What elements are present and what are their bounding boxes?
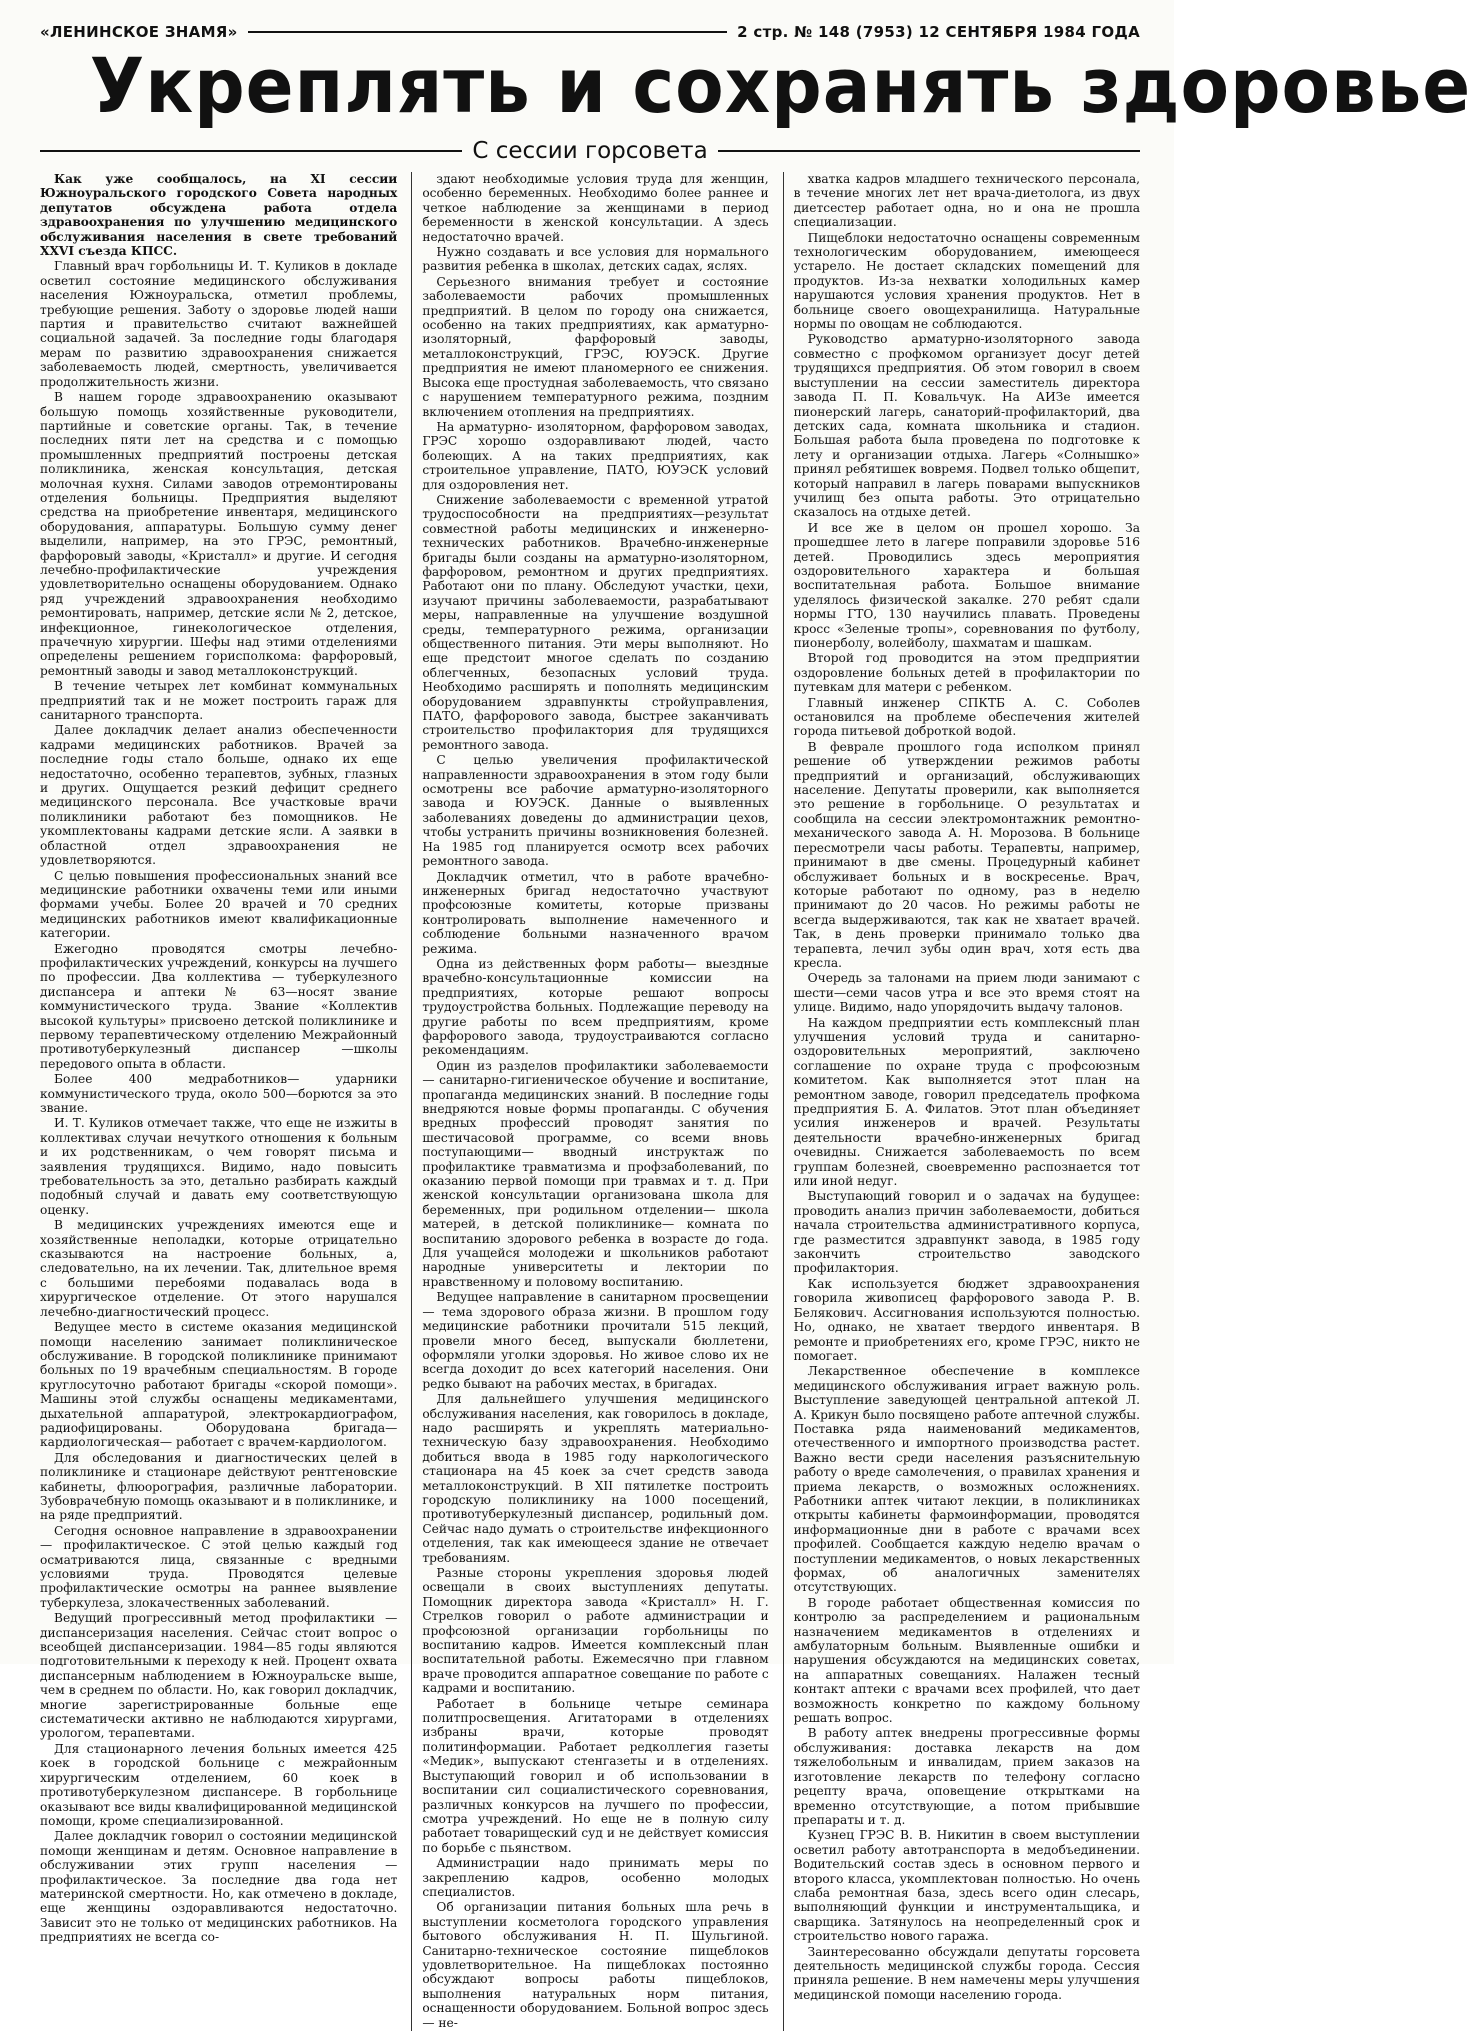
paragraph: В работу аптек внедрены прогрессивные формы обслуживания: доставка лекарств на дом тяжелобольным и инвалидам, прием заказов на изготовление лекарств по телефону согласно рецепту врача, оповещение открытками на временно отсутствующие, а потом прибывшие препараты и т. д. — [793, 1726, 1140, 1827]
paragraph: Докладчик отметил, что в работе врачебно-инженерных бригад недостаточно участвуют профсоюзные комитеты, которые призваны контролировать выполнение намеченного и соблюдение больными назначенного врачом режима. — [422, 869, 769, 956]
paragraph: Как используется бюджет здравоохранения говорила живописец фарфорового завода Р. В. Белякович. Ассигнования используются полностью. Но, однако, не хватает твердого инвентаря. В ремонте и приобретениях его, кроме ГРЭС, никто не помогает. — [793, 1276, 1140, 1363]
paragraph: Ежегодно проводятся смотры лечебно-профилактических учреждений, конкурсы на лучшего по профессии. Два коллектива — туберкулезного диспансера и аптеки № 63—носят звание коммунистического труда. Звание «Коллектив высокой культуры» присвоено детской поликлинике и первому терапевтическому отделению Межрайонный противотуберкулезный диспансер —школы передового опыта в области. — [40, 941, 398, 1071]
paragraph: На каждом предприятии есть комплексный план улучшения условий труда и санитарно-оздоровительных мероприятий, заключено соглашение по охране труда с профсоюзным комитетом. Как выполняется этот план на ремонтном заводе, говорил председатель профкома предприятия Б. А. Филатов. Этот план объединяет усилия инженеров и врачей. Результаты деятельности врачебно-инженерных бригад очевидны. Снижается заболеваемость по всем группам болезней, своевременно распознается тот или иной недуг. — [793, 1015, 1140, 1189]
paragraph: Администрации надо принимать меры по закреплению кадров, особенно молодых специалистов. — [422, 1856, 769, 1899]
text-column-1 — [40, 172, 397, 2031]
paragraph: С целью повышения профессиональных знаний все медицинские работники охвачены теми или иными формами учебы. Более 20 врачей и 70 средних медицинских работников имеют квалификационные категории. — [40, 868, 398, 941]
article-body — [40, 172, 1140, 2030]
paragraph: Нужно создавать и все условия для нормального развития ребенка в школах, детских садах, яслях. — [422, 245, 769, 274]
text-column-2 — [411, 172, 768, 2031]
paragraph: И. Т. Куликов отмечает также, что еще не изжиты в коллективах случаи нечуткого отношения к больным и их родственникам, о чем говорят письма и заявления трудящихся. Видимо, надо повысить требовательность за это, детально разбирать каждый подобный случай и давать ему соответствующую оценку. — [40, 1116, 398, 1217]
paragraph: здают необходимые условия труда для женщин, особенно беременных. Необходимо более раннее и четкое наблюдение за женщинами в период беременности в женской консультации. А здесь недостаточно врачей. — [422, 172, 769, 244]
paragraph: С целью увеличения профилактической направленности здравоохранения в этом году были осмотрены все рабочие арматурно-изоляторного завода и ЮУЭСК. Данные о выявленных заболеваниях доведены до администрации цехов, чтобы устранить причины возникновения болезней. На 1985 год планируется осмотр всех рабочих ремонтного завода. — [422, 753, 769, 869]
masthead-name: «ЛЕНИНСКОЕ ЗНАМЯ» — [40, 23, 238, 41]
paragraph: Сегодня основное направление в здравоохранении — профилактическое. С этой целью каждый год осматриваются лица, связанные с вредными условиями труда. Проводятся целевые профилактические осмотры на раннее выявление туберкулеза, злокачественных заболеваний. — [40, 1523, 398, 1610]
paragraph: Один из разделов профилактики заболеваемости — санитарно-гигиеническое обучение и воспитание, пропаганда медицинских знаний. В последние годы внедряются новые формы пропаганды. С обучения вредных профессий проводят занятия по шестичасовой программе, со всеми вновь поступающими— вводный инструктаж по профилактике травматизма и профзаболеваний, по оказанию первой помощи при травмах и т. д. При женской консультации организована школа для беременных, при родильном отделении— школа матерей, в детской поликлинике— комната по воспитанию здорового ребенка в возрасте до года. Для учащейся молодежи и школьников работают народные университеты и лектории по нравственному и половому воспитанию. — [422, 1058, 769, 1289]
issue-line: 2 стр. № 148 (7953) 12 СЕНТЯБРЯ 1984 ГОДА — [737, 23, 1140, 41]
paragraph: Ведущее направление в санитарном просвещении — тема здорового образа жизни. В прошлом году медицинские работники прочитали 515 лекций, провели много бесед, выпускали бюллетени, оформляли уголки здоровья. Но живое слово их не всегда доходит до всех категорий населения. Они редко бывают на рабочих местах, в бригадах. — [422, 1290, 769, 1391]
paragraph: Для дальнейшего улучшения медицинского обслуживания населения, как говорилось в докладе, надо расширять и укреплять материально-техническую базу здравоохранения. Необходимо добиться ввода в 1985 году наркологического стационара на 45 коек за счет средств завода металлоконструкций. В XII пятилетке построить городскую поликлинику на 1000 посещений, противотуберкулезный диспансер, родильный дом. Сейчас надо думать о строительстве инфекционного отделения, так как имеющееся здание не отвечает требованиям. — [422, 1392, 769, 1565]
paragraph: Главный инженер СПКТБ А. С. Соболев остановился на проблеме обеспечения жителей города питьевой доброткой водой. — [793, 695, 1140, 739]
paragraph: В феврале прошлого года исполком принял решение об утверждении режимов работы предприятий и организаций, обслуживающих население. Депутаты проверили, как выполняется это решение в горбольнице. О результатах и сообщила на сессии электромонтажник ремонтно-механического завода А. Н. Морозова. В больнице пересмотрели часы работы. Терапевты, например, принимают в две смены. Процедурный кабинет обслуживает больных и в воскресенье. Врач, которые работают по одному, раз в неделю принимают до 20 часов. Но режимы работы не всегда выдерживаются, так как не хватает врачей. Так, в день проверки принимало только два терапевта, лечил зубы один врач, хотя есть два кресла. — [793, 739, 1140, 970]
paragraph: В течение четырех лет комбинат коммунальных предприятий так и не может построить гараж для санитарного транспорта. — [40, 679, 398, 723]
text-column-3 — [783, 172, 1140, 2031]
paragraph: Для стационарного лечения больных имеется 425 коек в городской больнице с межрайонным хирургическим отделением, 60 коек в противотуберкулезном диспансере. В горбольнице оказывают все виды квалифицированной медицинской помощи, кроме специализированной. — [40, 1741, 398, 1828]
paragraph: Разные стороны укрепления здоровья людей освещали в своих выступлениях депутаты. Помощник директора завода «Кристалл» Н. Г. Стрелков говорил о работе администрации и профсоюзной организации горбольницы по воспитанию кадров. Имеется комплексный план воспитательной работы. Ежемесячно при главном враче проводится аппаратное совещание по работе с кадрами и воспитанию. — [422, 1566, 769, 1696]
paragraph: хватка кадров младшего технического персонала, в течение многих лет нет врача-диетолога, из двух диетсестер работает одна, но и она не прошла специализации. — [793, 172, 1140, 230]
paragraph: Серьезного внимания требует и состояние заболеваемости рабочих промышленных предприятий. В целом по городу она снижается, особенно на таких предприятиях, как арматурно- изоляторный, фарфоровый заводы, металлоконструкций, ГРЭС, ЮУЭСК. Другие предприятия не имеют планомерного ее снижения. Высока еще простудная заболеваемость, что связано с нарушением температурного режима, поздним включением отопления на предприятиях. — [422, 274, 769, 419]
paragraph: Кузнец ГРЭС В. В. Никитин в своем выступлении осветил работу автотранспорта в медобъединении. Водительский состав здесь в основном первого и второго класса, укомплектован полностью. Но очень слаба ремонтная база, здесь всего один слесарь, выполняющий функции и инструментальщика, и сварщика. Затянулось на неопределенный срок и строительство нового гаража. — [793, 1828, 1140, 1944]
paragraph: Руководство арматурно-изоляторного завода совместно с профкомом организует досуг детей трудящихся предприятия. Об этом говорил в своем выступлении на сессии заместитель директора завода П. П. Ковальчук. На АИЗе имеется пионерский лагерь, санаторий-профилакторий, два детских сада, комната школьника и стадион. Большая работа была проведена по подготовке к лету и организации отдыха. Лагерь «Солнышко» принял ребятишек вовремя. Подвел только общепит, который направил в лагерь поварами выпускников училищ без опыта работы. Это отрицательно сказалось на отдыхе детей. — [793, 332, 1140, 520]
paragraph: Очередь за талонами на прием люди занимают с шести—семи часов утра и все это время стоят на улице. Видимо, надо упорядочить выдачу талонов. — [793, 971, 1140, 1015]
paragraph: Об организации питания больных шла речь в выступлении косметолога городского управления бытового обслуживания Н. П. Шульгиной. Санитарно-техническое состояние пищеблоков удовлетворительное. На пищеблоках постоянно обсуждают вопросы работы пищеблоков, выполнения натуральных норм питания, оснащенности оборудованием. Больной вопрос здесь — не- — [422, 1900, 769, 2030]
paragraph: Лекарственное обеспечение в комплексе медицинского обслуживания играет важную роль. Выступление заведующей центральной аптекой Л. А. Крикун было посвящено работе аптечной службы. Поставка ряда наименований медикаментов, отечественного и импортного производства растет. Важно вести среди населения разъяснительную работу о вреде самолечения, о правилах хранения и приема лекарств, о возможных осложнениях. Работники аптек читают лекции, в поликлиниках открыты кабинеты фармоинформации, проводятся информационные дни в работе с врачами всех профилей. Сообщается каждую неделю врачам о поступлении медикаментов, о новых лекарственных формах, об аналогичных заменителях отсутствующих. — [793, 1364, 1140, 1595]
paragraph: В нашем городе здравоохранению оказывают большую помощь хозяйственные руководители, партийные и советские органы. Так, в течение последних пяти лет на средства и с помощью промышленных предприятий построены детская поликлиника, женская консультация, детская молочная кухня. Силами заводов отремонтированы отделения больницы. Предприятия выделяют средства на приобретение инвентаря, медицинского оборудования, аппаратуры. Большую сумму денег выделили, например, на это ГРЭС, ремонтный, фарфоровый заводы, «Кристалл» и другие. И сегодня лечебно-профилактические учреждения удовлетворительно оснащены оборудованием. Однако ряд учреждений здравоохранения необходимо ремонтировать, например, детские ясли № 2, детское, инфекционное, гинекологическое отделения, прачечную хирургии. Шефы над этими отделениями определены решением горисполкома: фарфоровый, ремонтный заводы и завод металлоконструкций. — [40, 390, 398, 678]
article-headline: Укреплять и сохранять здоровье — [89, 41, 1471, 130]
rubric-rule-left — [40, 150, 462, 152]
paragraph: Далее докладчик делает анализ обеспеченности кадрами медицинских работников. Врачей за последние годы стало больше, однако их еще недостаточно, особенно терапевтов, зубных, глазных и других. Ощущается резкий дефицит среднего медицинского персонала. Все участковые врачи поликлиники работают без помощников. Не укомплектованы кадрами детские ясли. А заявки в областной отдел здравоохранения не удовлетворяются. — [40, 723, 398, 868]
paragraph: И все же в целом он прошел хорошо. За прошедшее лето в лагере поправили здоровье 516 детей. Проводились здесь мероприятия оздоровительного характера и большая воспитательная работа. Большое внимание уделялось физической закалке. 270 ребят сдали нормы ГТО, 130 научились плавать. Проведены кросс «Зеленые тропы», соревнования по футболу, пионерболу, волейболу, шахматам и шашкам. — [793, 520, 1140, 650]
paragraph: В городе работает общественная комиссия по контролю за распределением и рациональным назначением медикаментов в отделениях и амбулаторным больным. Выявленные ошибки и нарушения обсуждаются на медицинских советах, на аппаратных совещаниях. Налажен тесный контакт аптеки с врачами всех профилей, что дает возможность конкретно по каждому больному решать вопрос. — [793, 1595, 1140, 1726]
paragraph: Пищеблоки недостаточно оснащены современным технологическим оборудованием, имеющееся устарело. Не достает складских помещений для продуктов. Из-за нехватки холодильных камер нарушаются условия хранения продуктов. Нет в больнице своего овощехранилища. Натуральные нормы по овощам не соблюдаются. — [793, 230, 1140, 332]
paragraph: Снижение заболеваемости с временной утратой трудоспособности на предприятиях—результат совместной работы медицинских и инженерно-технических работников. Врачебно-инженерные бригады были созданы на арматурно-изоляторном, фарфоровом, ремонтном и других предприятиях. Работают они по плану. Обследуют участки, цехи, изучают причины заболеваемости, разрабатывают меры, направленные на улучшение воздушной среды, температурного режима, организации общественного питания. Эти меры выполняют. Но еще предстоит многое сделать по созданию облегченных, безопасных условий труда. Необходимо расширять и пополнять медицинским оборудованием здравпункты стройуправления, ПАТО, фарфорового завода, быстрее заканчивать строительство профилактория для трудящихся ремонтного завода. — [422, 492, 769, 752]
paragraph: Главный врач горбольницы И. Т. Куликов в докладе осветил состояние медицинского обслуживания населения Южноуральска, отметил проблемы, требующие решения. Заботу о здоровье людей наши партия и правительство считают важнейшей социальной задачей. За последние годы благодаря мерам по развитию здравоохранения снижается заболеваемость людей, смертность, увеличивается продолжительность жизни. — [40, 259, 398, 389]
paragraph: Далее докладчик говорил о состоянии медицинской помощи женщинам и детям. Основное направление в обслуживании этих групп населения — профилактическое. За последние два года нет материнской смертности. Но, как отмечено в докладе, еще женщины оздоравливаются недостаточно. Зависит это не только от медицинских работников. На предприятиях не всегда со- — [40, 1829, 398, 1945]
paragraph: Одна из действенных форм работы— выездные врачебно-консультационные комиссии на предприятиях, которые решают вопросы трудоустройства больных. Подлежащие переводу на другие работы по всем предприятиям, кроме фарфорового завода, трудоустраиваются согласно рекомендациям. — [422, 956, 769, 1058]
paragraph: Для обследования и диагностических целей в поликлинике и стационаре действуют рентгеновские кабинеты, флюорография, различные лаборатории. Зубоврачебную помощь оказывают и в поликлинике, и на ряде предприятий. — [40, 1450, 398, 1523]
paragraph: Второй год проводится на этом предприятии оздоровление больных детей в профилактории по путевкам для матери с ребенком. — [793, 651, 1140, 695]
paragraph: Работает в больнице четыре семинара политпросвещения. Агитаторами в отделениях избраны врачи, которые проводят политинформации. Работает редколлегия газеты «Медик», выпускают стенгазеты и в отделениях. Выступающий говорил и об использовании в воспитании сил социалистического соревнования, различных конкурсов на лучшего по профессии, смотра учреждений. Но еще не в полную силу работает товарищеский суд и не действует комиссия по борьбе с пьянством. — [422, 1696, 769, 1855]
header-rule — [248, 31, 728, 33]
rubric-rule-right — [718, 150, 1140, 152]
paragraph: Ведущее место в системе оказания медицинской помощи населению занимает поликлиническое обслуживание. В городской поликлинике принимают больных по 19 врачебным специальностям. В городе круглосуточно работают бригады «скорой помощи». Машины этой службы оснащены медикаментами, дыхательной аппаратурой, электрокардиографом, радиофицированы. Оборудована бригада— кардиологическая— работает с врачем-кардиологом. — [40, 1320, 398, 1450]
rubric-band — [40, 138, 1140, 164]
paragraph: Более 400 медработников— ударники коммунистического труда, около 500—борются за это звание. — [40, 1072, 398, 1115]
rubric: С сессии горсовета — [472, 138, 708, 164]
article-lead: Как уже сообщалось, на XI сессии Южноуральского городского Совета народных депутатов обсуждена работа отдела здравоохранения по улучшению медицинского обслуживания населения в свете требований XXVI съезда КПСС. — [40, 172, 398, 259]
paragraph: Ведущий прогрессивный метод профилактики — диспансеризация населения. Сейчас стоит вопрос о всеобщей диспансеризации. 1984—85 годы являются подготовительными к переходу к ней. Процент охвата диспансерным наблюдением в Южноуральске выше, чем в среднем по области. Но, как говорил докладчик, многие зарегистрированные больные еще систематически активно не наблюдаются хирургами, урологом, терапевтами. — [40, 1611, 398, 1741]
paragraph: На арматурно- изоляторном, фарфоровом заводах, ГРЭС хорошо оздоравливают людей, часто болеющих. А на таких предприятиях, как строительное управление, ПАТО, ЮУЭСК условий для оздоровления нет. — [422, 419, 769, 492]
paragraph: Заинтересованно обсуждали депутаты горсовета деятельность медицинской службы города. Сессия приняла решение. В нем намечены меры улучшения медицинской помощи населению города. — [793, 1944, 1140, 2002]
paragraph: Выступающий говорил и о задачах на будущее: проводить анализ причин заболеваемости, добиться начала строительства административного корпуса, где разместится здравпункт завода, в 1985 году закончить строительство заводского профилактория. — [793, 1189, 1140, 1276]
paragraph: В медицинских учреждениях имеются еще и хозяйственные неполадки, которые отрицательно сказываются на настроение больных, а, следовательно, на их лечении. Так, длительное время с большими перебоями подавалась вода в хирургическое отделение. От этого нарушался лечебно-диагностический процесс. — [40, 1218, 398, 1319]
